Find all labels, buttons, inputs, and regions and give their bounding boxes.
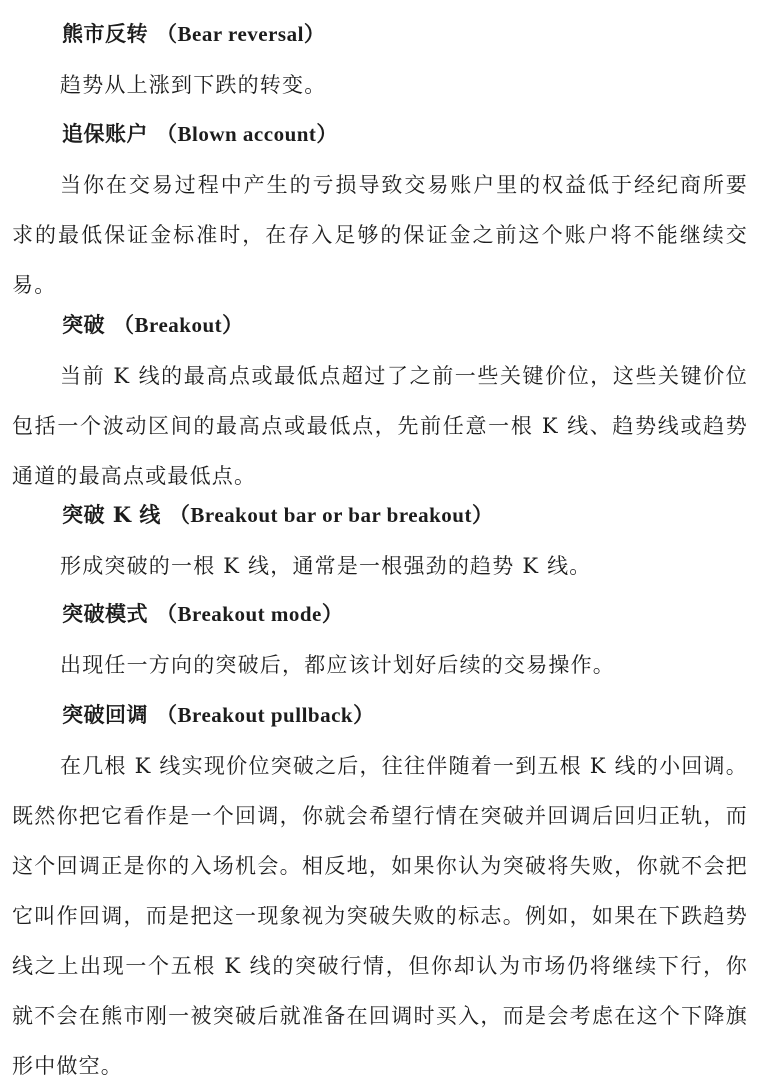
term-english: （Breakout bar or bar breakout） <box>168 503 494 527</box>
term-english: （Breakout mode） <box>156 602 344 626</box>
term-english: （Breakout pullback） <box>156 703 375 727</box>
term-chinese: 突破 K 线 <box>62 502 161 527</box>
term-chinese: 熊市反转 <box>62 21 148 46</box>
term-chinese: 追保账户 <box>62 121 148 146</box>
term-definition: 形成突破的一根 K 线，通常是一根强劲的趋势 K 线。 <box>60 554 592 578</box>
glossary-term-heading <box>62 20 325 48</box>
glossary-term-heading <box>62 701 375 729</box>
term-chinese: 突破模式 <box>62 601 148 626</box>
term-chinese: 突破 <box>62 312 105 337</box>
glossary-term-heading <box>62 501 493 529</box>
term-chinese: 突破回调 <box>62 702 148 727</box>
glossary-term-heading <box>62 120 338 148</box>
term-definition: 当你在交易过程中产生的亏损导致交易账户里的权益低于经纪商所要求的最低保证金标准时，在存入足够的保证金之前这个账户将不能继续交易。 <box>12 173 748 297</box>
term-definition: 在几根 K 线实现价位突破之后，往往伴随着一到五根 K 线的小回调。既然你把它看作是一个回调，你就会希望行情在突破并回调后回归正轨，而这个回调正是你的入场机会。相反地，如果你认为突破将失败，你就不会把它叫作回调，而是把这一现象视为突破失败的标志。例如，如果在下跌趋势线之上出现一个五根 K 线的突破行情，但你却认为市场仍将继续下行，你就不会在熊市刚一被突破后就准备在回调时买入，而是会考虑在这个下降旗形中做空。 <box>12 754 748 1078</box>
term-english: （Blown account） <box>156 122 338 146</box>
glossary-term-heading <box>62 311 244 339</box>
term-definition: 当前 K 线的最高点或最低点超过了之前一些关键价位，这些关键价位包括一个波动区间的最高点或最低点，先前任意一根 K 线、趋势线或趋势通道的最高点或最低点。 <box>12 364 748 488</box>
term-english: （Breakout） <box>113 313 244 337</box>
term-definition: 出现任一方向的突破后，都应该计划好后续的交易操作。 <box>60 653 615 677</box>
term-definition: 趋势从上涨到下跌的转变。 <box>60 73 327 97</box>
term-english: （Bear reversal） <box>156 22 326 46</box>
glossary-term-heading <box>62 600 343 628</box>
